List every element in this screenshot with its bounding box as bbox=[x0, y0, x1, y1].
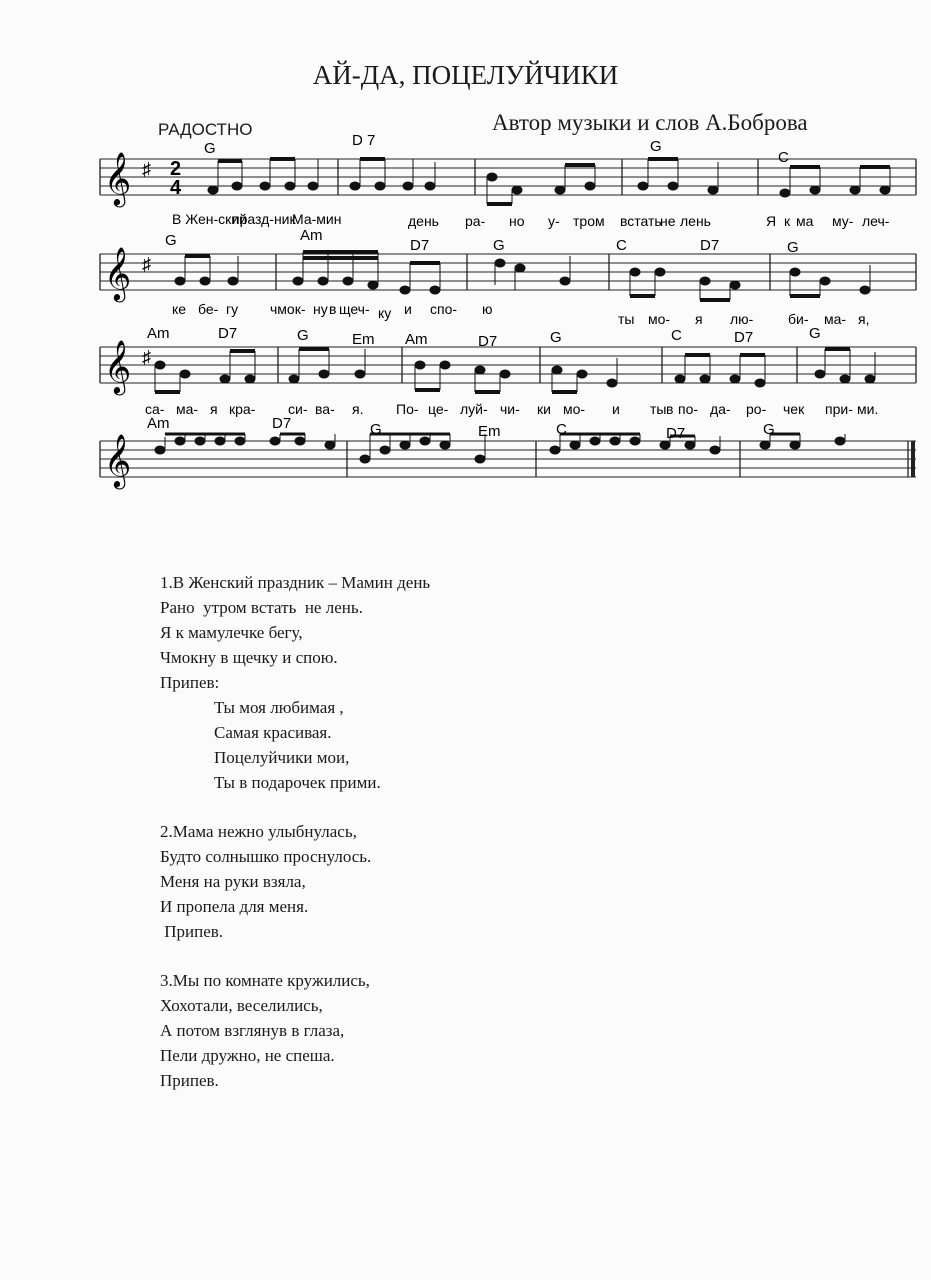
staff-lines bbox=[100, 159, 916, 195]
chord-symbol: D7 bbox=[410, 237, 430, 254]
lyric-syllable: к bbox=[784, 213, 791, 229]
lyric-syllable: ма- bbox=[824, 311, 847, 327]
key-sharp-icon: ♯ bbox=[142, 159, 151, 179]
key-sharp-icon: ♯ bbox=[142, 347, 151, 367]
lyric-syllable: встать bbox=[620, 213, 662, 229]
lyric-line: Пели дружно, не спеша. bbox=[160, 1046, 335, 1065]
staff-system-3 bbox=[100, 325, 916, 417]
lyric-syllable: ми. bbox=[857, 401, 879, 417]
lyric-syllable: це- bbox=[428, 401, 449, 417]
lyric-syllables bbox=[172, 211, 890, 229]
chord-symbol: C bbox=[616, 237, 627, 254]
lyric-syllable: ки bbox=[537, 401, 551, 417]
lyric-syllable: ну bbox=[313, 301, 328, 317]
chorus-label: Припев: bbox=[160, 673, 220, 692]
lyric-line: Чмокну в щечку и спою. bbox=[160, 648, 338, 667]
lyric-syllable: в bbox=[329, 301, 337, 317]
key-sharp-icon: ♯ bbox=[142, 254, 151, 274]
lyric-syllables bbox=[172, 301, 869, 327]
chord-symbol: D7 bbox=[218, 325, 238, 342]
lyric-line: А потом взглянув в глаза, bbox=[160, 1021, 345, 1040]
lyric-syllable: бе- bbox=[198, 301, 219, 317]
page-title: АЙ-ДА, ПОЦЕЛУЙЧИКИ bbox=[312, 60, 619, 90]
lyric-syllable: по- bbox=[678, 401, 699, 417]
lyric-syllable: ро- bbox=[746, 401, 767, 417]
lyric-syllable: кра- bbox=[229, 401, 256, 417]
lyric-syllable: гу bbox=[226, 301, 239, 317]
chord-symbol: D7 bbox=[700, 237, 720, 254]
chord-symbol: G bbox=[165, 232, 177, 249]
lyric-syllable: у- bbox=[548, 213, 560, 229]
lyric-syllable: ма- bbox=[176, 401, 199, 417]
chord-symbol: G bbox=[809, 325, 821, 342]
time-signature-top: 2 bbox=[170, 158, 182, 180]
lyric-line: 2.Мама нежно улыбнулась, bbox=[160, 822, 357, 841]
lyric-line: Хохотали, веселились, bbox=[160, 996, 323, 1015]
lyric-syllable: но bbox=[509, 213, 525, 229]
chord-symbol: Em bbox=[352, 331, 375, 348]
lyric-syllable: чи- bbox=[500, 401, 520, 417]
chord-symbol: Am bbox=[147, 415, 170, 432]
lyric-syllable: спо- bbox=[430, 301, 458, 317]
chord-symbol: C bbox=[778, 149, 789, 166]
chord-symbol: C bbox=[556, 421, 567, 438]
lyric-syllable: ва- bbox=[315, 401, 335, 417]
lyric-syllable: щеч- bbox=[339, 301, 370, 317]
chord-symbols bbox=[147, 325, 821, 350]
treble-clef-icon: 𝄞 bbox=[104, 434, 132, 486]
lyric-syllable: ма bbox=[796, 213, 814, 229]
treble-clef-icon: 𝄞 bbox=[104, 340, 132, 392]
staff-system-2 bbox=[100, 227, 916, 327]
lyric-syllable: не bbox=[660, 213, 676, 229]
author-credit: Автор музыки и слов А.Боброва bbox=[492, 110, 808, 135]
lyric-syllable: в bbox=[666, 401, 674, 417]
lyric-syllable: ю bbox=[482, 301, 493, 317]
lyric-line: Я к мамулечке бегу, bbox=[160, 623, 303, 642]
lyric-syllables bbox=[145, 401, 878, 417]
lyric-syllable: чек bbox=[783, 401, 805, 417]
lyric-syllable: В Жен-ский bbox=[172, 211, 247, 227]
lyric-syllable: По- bbox=[396, 401, 419, 417]
lyric-syllable: и bbox=[404, 301, 412, 317]
chord-symbol: G bbox=[370, 421, 382, 438]
lyric-syllable: ра- bbox=[465, 213, 486, 229]
staff-system-4 bbox=[100, 415, 916, 489]
chord-symbol: G bbox=[787, 239, 799, 256]
lyric-syllable: ты bbox=[618, 311, 635, 327]
lyric-syllable: празд-ник bbox=[232, 211, 296, 227]
song-lyrics bbox=[160, 570, 430, 1093]
lyric-line: 3.Мы по комнате кружились, bbox=[160, 971, 370, 990]
chord-symbol: D7 bbox=[272, 415, 292, 432]
chorus-line: Самая красивая. bbox=[214, 723, 332, 742]
lyric-line: Меня на руки взяла, bbox=[160, 872, 306, 891]
lyric-line: И пропела для меня. bbox=[160, 897, 309, 916]
lyric-syllable: я bbox=[695, 311, 703, 327]
lyric-syllable: при- bbox=[825, 401, 853, 417]
notes bbox=[155, 349, 875, 392]
treble-clef-icon: 𝄞 bbox=[104, 247, 132, 299]
lyric-syllable: Ма-мин bbox=[292, 211, 342, 227]
notes bbox=[175, 252, 870, 300]
lyric-line: Рано утром встать не лень. bbox=[160, 598, 363, 617]
sheet-music bbox=[0, 0, 931, 520]
lyric-line: 1.В Женский праздник – Мамин день bbox=[160, 573, 431, 592]
lyric-syllable: ты bbox=[650, 401, 667, 417]
chord-symbol: G bbox=[297, 327, 309, 344]
time-signature-bottom: 4 bbox=[170, 177, 182, 199]
lyric-syllable: лень bbox=[680, 213, 711, 229]
lyric-line: Будто солнышко проснулось. bbox=[160, 847, 372, 866]
lyric-syllable: луй- bbox=[460, 401, 488, 417]
treble-clef-icon: 𝄞 bbox=[104, 152, 132, 204]
chord-symbol: C bbox=[671, 327, 682, 344]
lyric-syllable: я bbox=[210, 401, 218, 417]
chord-symbol: G bbox=[550, 329, 562, 346]
lyric-syllable: си- bbox=[288, 401, 308, 417]
chord-symbol: G bbox=[650, 138, 662, 155]
chorus-line: Поцелуйчики мои, bbox=[214, 748, 350, 767]
chord-symbol: Am bbox=[300, 227, 323, 244]
lyric-syllable: ку bbox=[378, 305, 392, 321]
lyric-syllable: день bbox=[408, 213, 439, 229]
lyric-syllable: да- bbox=[710, 401, 731, 417]
chord-symbol: G bbox=[493, 237, 505, 254]
lyric-syllable: мо- bbox=[648, 311, 671, 327]
lyric-syllable: чмок- bbox=[270, 301, 306, 317]
chord-symbol: D7 bbox=[666, 425, 686, 442]
staff-system-1 bbox=[100, 132, 916, 229]
lyric-syllable: мо- bbox=[563, 401, 586, 417]
lyric-syllable: леч- bbox=[862, 213, 890, 229]
lyric-syllable: я. bbox=[352, 401, 364, 417]
lyric-syllable: би- bbox=[788, 311, 809, 327]
chorus-line: Ты в подарочек прими. bbox=[214, 773, 381, 792]
chorus-label: Припев. bbox=[160, 1071, 219, 1090]
tempo-marking: РАДОСТНО bbox=[158, 120, 253, 139]
lyric-syllable: и bbox=[612, 401, 620, 417]
chord-symbol: D7 bbox=[478, 333, 498, 350]
chord-symbols bbox=[165, 227, 799, 256]
chord-symbol: Am bbox=[405, 331, 428, 348]
chorus-line: Ты моя любимая , bbox=[214, 698, 344, 717]
lyric-syllable: ке bbox=[172, 301, 187, 317]
chord-symbol: G bbox=[763, 421, 775, 438]
lyric-syllable: Я bbox=[766, 213, 777, 229]
chorus-label: Припев. bbox=[160, 922, 224, 941]
chord-symbol: G bbox=[204, 140, 216, 157]
chord-symbol: Em bbox=[478, 423, 501, 440]
lyric-syllable: тром bbox=[573, 213, 605, 229]
lyric-syllable: му- bbox=[832, 213, 854, 229]
chord-symbol: D7 bbox=[734, 329, 754, 346]
chord-symbol: D 7 bbox=[352, 132, 376, 149]
lyric-syllable: са- bbox=[145, 401, 165, 417]
lyric-syllable: лю- bbox=[730, 311, 754, 327]
chord-symbol: Am bbox=[147, 325, 170, 342]
lyric-syllable: я, bbox=[858, 311, 870, 327]
